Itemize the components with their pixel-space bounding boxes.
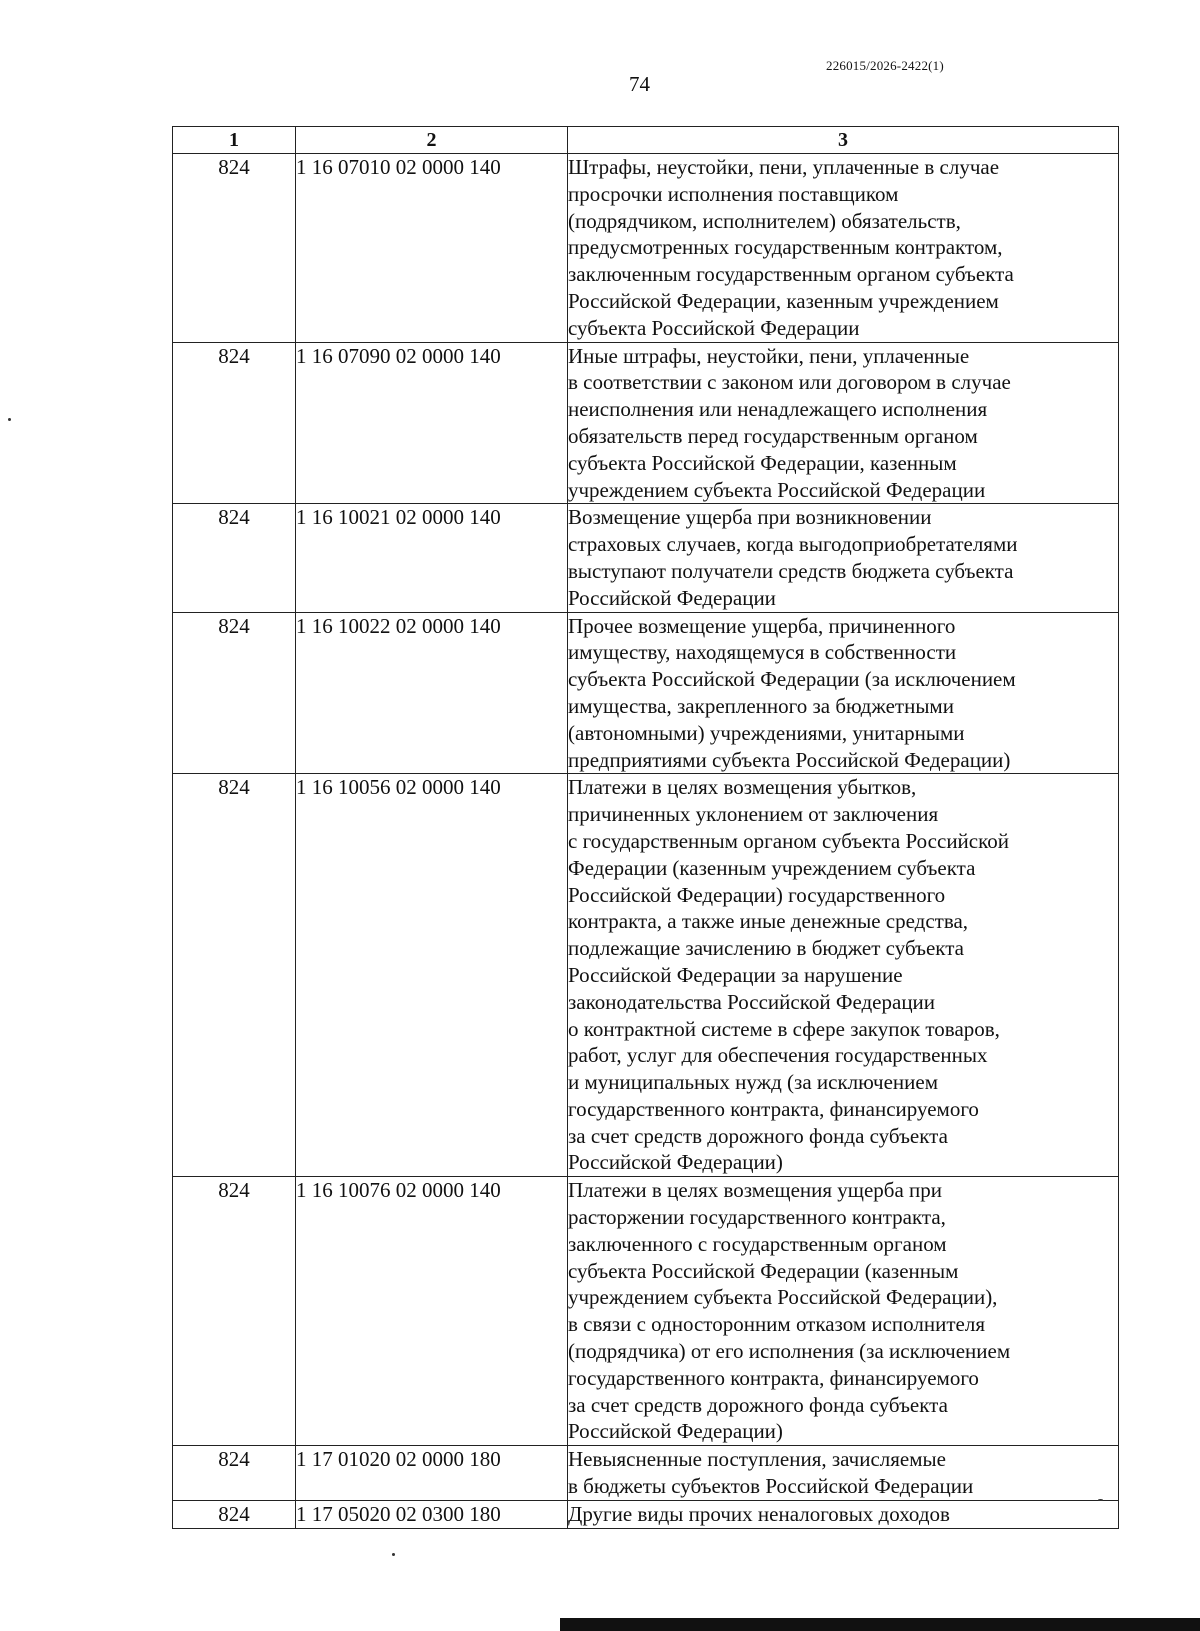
description-line: государственного контракта, финансируемого (568, 1096, 979, 1121)
description-line: неисполнения или ненадлежащего исполнения (568, 397, 988, 422)
description-line: в бюджеты субъектов Российской Федерации (568, 1474, 974, 1499)
scan-edge-bar (560, 1618, 1200, 1631)
description-line: подлежащие зачислению в бюджет субъекта (568, 936, 964, 961)
admin-code-cell: 824 (173, 1177, 296, 1446)
description-line: предусмотренных государственным контрактом, (568, 235, 1003, 260)
column-header-3: 3 (568, 127, 1119, 154)
description-line: в соответствии с законом или договором в случае (568, 370, 1011, 395)
description-line: обязательств перед государственным органом (568, 423, 978, 448)
table-row (173, 1500, 1119, 1528)
description-line: контракта, а также иные денежные средства, (568, 909, 969, 934)
description-cell (568, 504, 1119, 612)
description-line: Прочее возмещение ущерба, причиненного (568, 613, 956, 638)
revenue-codes-table (172, 126, 1119, 1529)
page-number: 74 (629, 72, 650, 96)
scan-speck (392, 1553, 395, 1556)
table-row (173, 1446, 1119, 1501)
admin-code-cell: 824 (173, 1500, 296, 1528)
revenue-code-cell: 1 16 07010 02 0000 140 (296, 154, 568, 343)
description-line: просрочки исполнения поставщиком (568, 181, 899, 206)
description-line: законодательства Российской Федерации (568, 989, 936, 1014)
description-line: субъекта Российской Федерации (568, 315, 860, 340)
description-line: заключенного с государственным органом (568, 1231, 947, 1256)
revenue-code-cell: 1 17 01020 02 0000 180 (296, 1446, 568, 1501)
description-line: предприятиями субъекта Российской Федерации) (568, 747, 1011, 772)
revenue-code-cell: 1 16 10022 02 0000 140 (296, 612, 568, 774)
scan-speck (8, 418, 11, 421)
description-line: Возмещение ущерба при возникновении (568, 505, 932, 530)
description-line: Федерации (казенным учреждением субъекта (568, 855, 976, 880)
admin-code-cell: 824 (173, 504, 296, 612)
admin-code-cell: 824 (173, 1446, 296, 1501)
revenue-code-cell: 1 16 07090 02 0000 140 (296, 342, 568, 504)
description-line: Невыясненные поступления, зачисляемые (568, 1447, 946, 1472)
description-line: (подрядчика) от его исполнения (за исключением (568, 1339, 1011, 1364)
description-line: Другие виды прочих неналоговых доходов (568, 1501, 950, 1526)
description-line: (автономными) учреждениями, унитарными (568, 720, 965, 745)
table-row (173, 342, 1119, 504)
description-line: субъекта Российской Федерации (казенным (568, 1258, 959, 1283)
description-line: в связи с односторонним отказом исполнителя (568, 1312, 985, 1337)
description-line: имуществу, находящемуся в собственности (568, 640, 957, 665)
revenue-code-cell: 1 16 10076 02 0000 140 (296, 1177, 568, 1446)
table-row (173, 504, 1119, 612)
description-cell (568, 1446, 1119, 1501)
description-line: Российской Федерации) (568, 1150, 783, 1175)
table-row (173, 774, 1119, 1177)
description-line: с государственным органом субъекта Российской (568, 828, 1009, 853)
table-row (173, 154, 1119, 343)
description-line: учреждением субъекта Российской Федерации), (568, 1285, 998, 1310)
description-line: Российской Федерации (568, 585, 776, 610)
admin-code-cell: 824 (173, 774, 296, 1177)
scan-speck (1098, 1499, 1103, 1501)
admin-code-cell: 824 (173, 154, 296, 343)
column-header-1: 1 (173, 127, 296, 154)
revenue-code-cell: 1 16 10056 02 0000 140 (296, 774, 568, 1177)
admin-code-cell: 824 (173, 342, 296, 504)
description-line: и муниципальных нужд (за исключением (568, 1070, 938, 1095)
description-line: Российской Федерации за нарушение (568, 962, 903, 987)
revenue-code-cell: 1 16 10021 02 0000 140 (296, 504, 568, 612)
description-line: Платежи в целях возмещения убытков, (568, 775, 917, 800)
description-line: субъекта Российской Федерации (за исключением (568, 667, 1016, 692)
description-line: Иные штрафы, неустойки, пени, уплаченные (568, 343, 970, 368)
description-line: Российской Федерации) государственного (568, 882, 946, 907)
description-line: субъекта Российской Федерации, казенным (568, 450, 957, 475)
description-line: государственного контракта, финансируемого (568, 1365, 979, 1390)
description-line: Платежи в целях возмещения ущерба при (568, 1178, 943, 1203)
description-line: заключенным государственным органом субъекта (568, 262, 1014, 287)
description-cell (568, 342, 1119, 504)
description-line: страховых случаев, когда выгодоприобретателями (568, 532, 1018, 557)
description-cell (568, 774, 1119, 1177)
table-header-row (173, 127, 1119, 154)
description-line: выступают получатели средств бюджета субъекта (568, 558, 1014, 583)
description-line: работ, услуг для обеспечения государственных (568, 1043, 988, 1068)
description-line: причиненных уклонением от заключения (568, 802, 939, 827)
description-cell (568, 612, 1119, 774)
description-line: Штрафы, неустойки, пени, уплаченные в случае (568, 155, 1000, 179)
description-line: Российской Федерации) (568, 1419, 783, 1444)
description-cell (568, 1177, 1119, 1446)
description-line: Российской Федерации, казенным учреждением (568, 288, 999, 313)
document-id: 226015/2026-2422(1) (826, 58, 944, 73)
table-body (173, 154, 1119, 1529)
table-row (173, 1177, 1119, 1446)
description-cell (568, 1500, 1119, 1528)
revenue-code-cell: 1 17 05020 02 0300 180 (296, 1500, 568, 1528)
description-line: учреждением субъекта Российской Федерации (568, 477, 986, 502)
description-line: за счет средств дорожного фонда субъекта (568, 1123, 948, 1148)
description-line: за счет средств дорожного фонда субъекта (568, 1392, 948, 1417)
description-line: (подрядчиком, исполнителем) обязательств, (568, 208, 961, 233)
description-line: о контрактной системе в сфере закупок товаров, (568, 1016, 1000, 1041)
table-row (173, 612, 1119, 774)
description-line: расторжении государственного контракта, (568, 1205, 946, 1230)
description-cell (568, 154, 1119, 343)
column-header-2: 2 (296, 127, 568, 154)
admin-code-cell: 824 (173, 612, 296, 774)
description-line: имущества, закрепленного за бюджетными (568, 693, 954, 718)
